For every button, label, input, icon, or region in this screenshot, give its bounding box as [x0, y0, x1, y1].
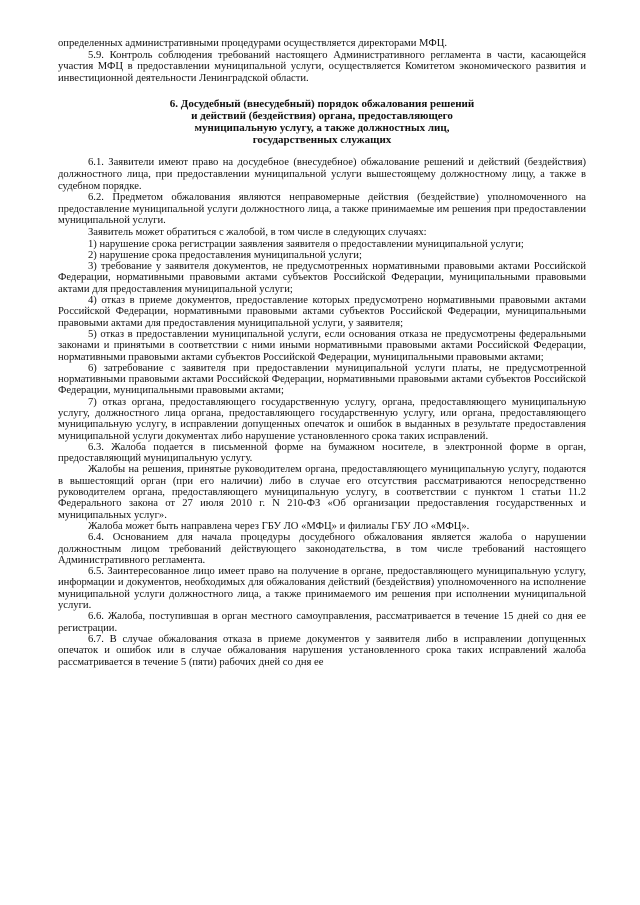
paragraph-6-6: 6.6. Жалоба, поступившая в орган местного самоуправления, рассматривается в течение 15 дней со дня ее регистрации.	[58, 611, 586, 634]
paragraph-6-3-complaints: Жалобы на решения, принятые руководителем органа, предоставляющего муниципальную услугу, подаются в вышестоящий орган (при его наличии) либо в случае его отсутствия рассматриваются непосредственно руководителем органа, предоставляющего муниципальную услугу, в соответствии с пунктом 1 статьи 11.2 Федерального закона от 27 июля 2010 г. N 210-ФЗ «Об организации предоставления государственных и муниципальных услуг».	[58, 464, 586, 521]
paragraph-6-2: 6.2. Предметом обжалования являются неправомерные действия (бездействие) уполномоченного на предоставление муниципальной услуги должностного лица, а также принимаемые им решения при предоставлении муниципальной услуги.	[58, 192, 586, 227]
paragraph-6-1: 6.1. Заявители имеют право на досудебное (внесудебное) обжалование решений и действий (бездействия) должностного лица, при предоставлении муниципальной услуги вышестоящему должностному лицу, а также в судебном порядке.	[58, 157, 586, 192]
paragraph-6-5: 6.5. Заинтересованное лицо имеет право на получение в органе, предоставляющего муниципальную услугу, информации и документов, необходимых для обжалования действий (бездействия) уполномоченного на исполнение муниципальной услуги должностного лица, а также принимаемого им решения при исполнении муниципальной услуги.	[58, 566, 586, 612]
paragraph-6-3-mfc: Жалоба может быть направлена через ГБУ ЛО «МФЦ» и филиалы ГБУ ЛО «МФЦ».	[88, 520, 470, 532]
list-item: 2) нарушение срока предоставления муниципальной услуги;	[88, 249, 362, 261]
paragraph-6-3: 6.3. Жалоба подается в письменной форме на бумажном носителе, в электронной форме в орган, предоставляющий муниципальную услугу.	[58, 441, 586, 465]
list-item: 1) нарушение срока регистрации заявления заявителя о предоставлении муниципальной услуги;	[88, 238, 524, 250]
paragraph-6-4: 6.4. Основанием для начала процедуры досудебного обжалования является жалоба о нарушении должностным лицом требований действующего законодательства, в том числе требований настоящего Административного регламента.	[58, 532, 586, 566]
heading-line-1: 6. Досудебный (внесудебный) порядок обжалования решений	[169, 98, 475, 111]
list-item: 4) отказ в приеме документов, предоставление которых предусмотрено нормативными правовыми актами Российской Федерации, нормативными правовыми актами субъектов Российской Федерации, муниципальными правовыми актами для предоставления муниципальной услуги, у заявителя;	[58, 295, 586, 329]
heading-line-3: муниципальную услугу, а также должностных лиц,	[194, 122, 450, 135]
cases-list	[58, 239, 586, 442]
heading-line-2: и действий (бездействия) органа, предоставляющего	[191, 110, 453, 123]
paragraph-6-7: 6.7. В случае обжалования отказа в приеме документов у заявителя либо в исправлении допущенных опечаток и ошибок или в случае обжалования нарушения установленного срока таких исправлений жалоба рассматривается в течение 5 (пяти) рабочих дней со дня ее	[58, 633, 586, 668]
list-item: 7) отказ органа, предоставляющего государственную услугу, органа, предоставляющего муниципальную услугу, должностного лица органа, предоставляющего государственную услугу, или органа, предоставляющего муниципальную услугу, в исправлении допущенных опечаток и ошибок в выданных в результате предоставления муниципальной услуги документах либо нарушение установленного срока таких исправлений.	[58, 396, 586, 442]
paragraph-5-9: 5.9. Контроль соблюдения требований настоящего Административного регламента в части, касающейся участия МФЦ в предоставлении муниципальной услуги, осуществляется Комитетом экономического развития и инвестиционной деятельности Ленинградской области.	[58, 49, 586, 84]
list-item: 6) затребование с заявителя при предоставлении муниципальной услуги платы, не предусмотренной нормативными правовыми актами Российской Федерации, нормативными правовыми актами субъектов Российской Федерации, муниципальными правовыми актами;	[58, 362, 586, 397]
cases-intro: Заявитель может обратиться с жалобой, в том числе в следующих случаях:	[88, 226, 427, 238]
intro-line: определенных административными процедурами осуществляется директорами МФЦ.	[58, 38, 448, 49]
section-6-heading	[58, 98, 586, 146]
heading-line-4: государственных служащих	[252, 134, 392, 147]
document-page	[58, 38, 586, 668]
list-item: 5) отказ в предоставлении муниципальной услуги, если основания отказа не предусмотрены федеральными законами и принятыми в соответствии с ними иными нормативными правовыми актами Российской Федерации, нормативными правовыми актами субъектов Российской Федерации, муниципальными правовыми актами;	[58, 328, 586, 363]
list-item: 3) требование у заявителя документов, не предусмотренных нормативными правовыми актами Российской Федерации, нормативными правовыми актами субъектов Российской Федерации, муниципальными правовыми актами для предоставления муниципальной услуги;	[58, 261, 586, 295]
